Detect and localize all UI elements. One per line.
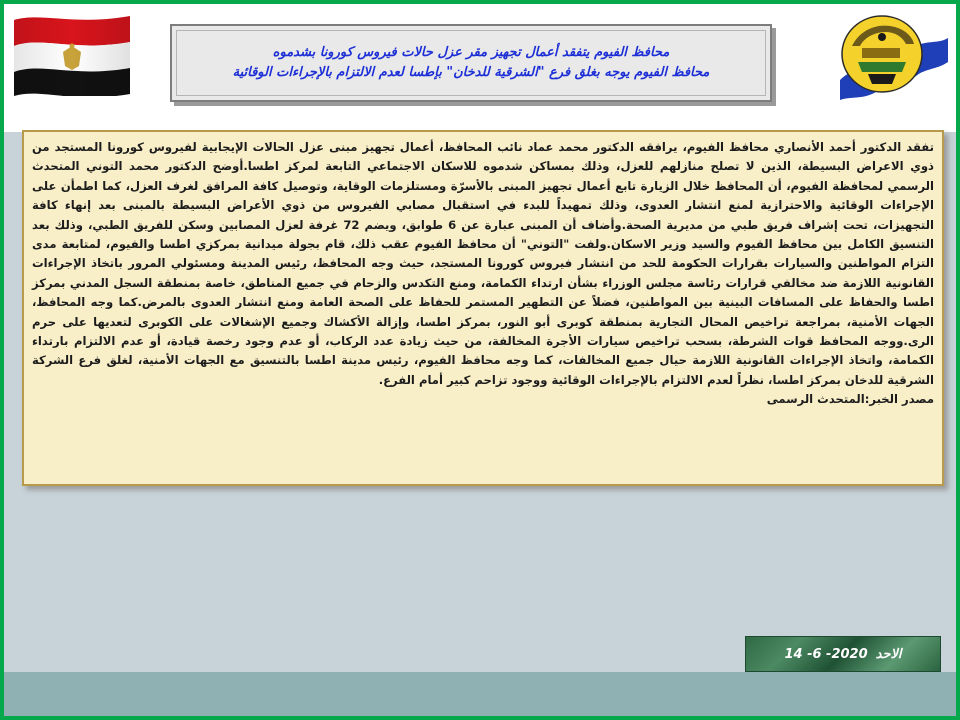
bottom-band — [4, 672, 956, 716]
egypt-flag-icon — [12, 12, 132, 96]
headline-line-1: محافظ الفيوم يتفقد أعمال تجهيز مقر عزل حالات فيروس كورونا بشدموه — [272, 45, 670, 60]
headline-box — [170, 24, 772, 102]
article-box — [22, 130, 944, 486]
date-day: الاحد — [875, 646, 902, 662]
headline-line-2: محافظ الفيوم يوجه بغلق فرع "الشرقية للدخان" بإطسا لعدم الالتزام بالإجراءات الوقائية — [232, 65, 710, 80]
article-body: تفقد الدكتور أحمد الأنصاري محافظ الفيوم، يرافقه الدكتور محمد عماد نائب المحافظ، أعمال تجهيز مبنى عزل الحالات الإيجابية لفيروس كورونا المستجد من ذوي الاعراض البسيطة، الذين لا تصلح منازلهم للعزل، وذلك بمساكن شدموه للاسكان الاجتماعي التابعة لمركز اطسا.أوضح الدكتور محمد التوني المتحدث الرسمي لمحافظة الفيوم، أن المحافظ خلال الزيارة تابع أعمال تجهيز المبنى بالأسرّة ومستلزمات الوقاية، وتوصيل كافة المرافق لغرف العزل، كما اطمأن على الإجراءات الوقائية والاحترازية لمنع انتشار العدوى، وذلك تمهيداً للبدء في استقبال مصابي الفيروس من ذوي الأعراض البسيطة بالمبنى بعد إنهاء كافة التجهيزات، تحت إشراف فريق طبي من مديرية الصحة.وأضاف أن المبنى عبارة عن 6 طوابق، ويضم 72 غرفة لعزل المصابين وسكن للفريق الطبي، وذلك بعد التنسيق الكامل بين محافظ الفيوم والسيد وزير الاسكان.ولفت "التوني" أن محافظ الفيوم عقب ذلك، قام بجولة ميدانية بمركزي اطسا والفيوم، لمتابعة مدى التزام المواطنين والسيارات بقرارات الحكومة للحد من انتشار فيروس كورونا المستجد، حيث وجه المحافظ، رئيس المدينة ومسئولي المرور باتخاذ الإجراءات القانونية اللازمة ضد مخالفي قرارات رئاسة مجلس الوزراء بشأن ارتداء الكمامة، ومنع التكدس والزحام في جميع المناطق، خاصة بمنطقة السجل المدني بمركز اطسا والحفاظ على المسافات البينية بين المواطنين، فضلاً عن التطهير المستمر للحفاظ على الصحة العامة ومنع انتشار العدوى بالمرض.كما وجه المحافظ، الجهات الأمنية، بمراجعة تراخيص المحال التجارية بمنطقة كوبرى أبو النور، بمركز اطسا، وإزالة الأكشاك وجميع الإشغالات على الكوبرى لتعديها على حرم الرى.ووجه المحافظ قوات الشرطة، بسحب تراخيص سيارات الأجرة المخالفة، من حيث زيادة عدد الركاب، أو عدم وجود رخصة قيادة، أو عدم الالتزام بارتداء الكمامة، واتخاذ الإجراءات القانونية اللازمة حيال جميع المخالفات، كما وجه محافظ الفيوم، رئيس مدينة اطسا بالتنسيق مع الجهات الأمنية، لغلق فرع الشركة الشرقية للدخان بمركز اطسا، نظراً لعدم الالتزام بالإجراءات الوقائية ووجود تزاحم كبير أمام الفرع. — [32, 140, 934, 387]
article-source: مصدر الخبر:المتحدث الرسمى — [766, 392, 934, 407]
date-value: 14 -6 -2020 — [784, 646, 868, 662]
date-box — [745, 636, 941, 672]
fayoum-governorate-logo — [832, 10, 952, 102]
